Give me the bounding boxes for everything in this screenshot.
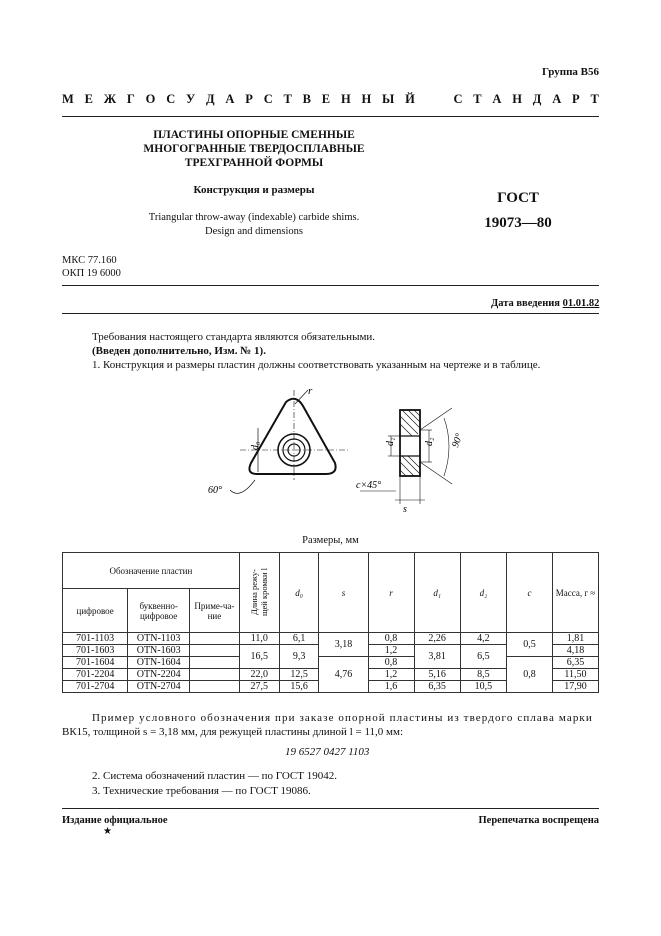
cell-alnum: OTN-1604 xyxy=(128,657,190,669)
banner-letter: Д xyxy=(532,92,542,106)
mks-code: МКС 77.160 xyxy=(62,255,117,266)
banner-letter: Т xyxy=(590,92,599,106)
header-length xyxy=(239,553,279,633)
header-d1: d₁ xyxy=(414,553,460,633)
title-line-1: ПЛАСТИНЫ ОПОРНЫЕ СМЕННЫЕ xyxy=(153,129,355,141)
banner-letter: М xyxy=(62,92,74,106)
reprint-prohibited: Перепечатка воспрещена xyxy=(478,815,599,826)
cell-d0: 15,6 xyxy=(279,681,319,693)
cell-c: 0,8 xyxy=(507,657,553,693)
cell-length: 22,0 xyxy=(239,669,279,681)
header-r: r xyxy=(368,553,414,633)
header-length-line-2: щей кромки l xyxy=(259,568,270,617)
cell-d0: 9,3 xyxy=(279,645,319,669)
banner-letter: А xyxy=(552,92,562,106)
example-text: ВК15, толщиной s = 3,18 мм, для режущей пластины длиной l = 11,0 мм: xyxy=(62,726,404,738)
footer-rule xyxy=(62,808,599,809)
banner-letter: Г xyxy=(126,92,135,106)
cell-r: 1,2 xyxy=(368,645,414,657)
shim-drawing xyxy=(200,380,480,515)
cell-mass: 1,81 xyxy=(553,633,599,645)
gost-label: ГОСТ xyxy=(497,190,539,206)
banner-letter xyxy=(440,92,443,107)
banner-letter: Т xyxy=(473,92,482,106)
banner-letter: Й xyxy=(405,92,415,106)
banner-letter: С xyxy=(453,92,463,106)
cell-note xyxy=(190,645,240,657)
english-title-line-1: Triangular throw-away (indexable) carbide shims. xyxy=(148,212,360,223)
cell-digital: 701-1604 xyxy=(63,657,128,669)
banner-letter: Н xyxy=(512,92,522,106)
label-d1: d₁ xyxy=(385,437,396,446)
cell-digital: 701-1603 xyxy=(63,645,128,657)
label-r: r xyxy=(308,385,313,397)
cell-d0: 6,1 xyxy=(279,633,319,645)
triangle-view xyxy=(230,390,348,493)
label-d0: d₀ xyxy=(250,441,261,450)
cell-c: 0,5 xyxy=(507,633,553,657)
cell-note xyxy=(190,669,240,681)
intro-date-label: Дата введения xyxy=(491,298,560,309)
document-subtitle: Конструкция и размеры xyxy=(193,184,315,196)
classification-codes xyxy=(62,254,121,280)
table-header-row-1 xyxy=(63,553,599,589)
banner-letter: В xyxy=(302,92,311,106)
banner-letter: А xyxy=(225,92,235,106)
cell-d2: 4,2 xyxy=(460,633,506,645)
label-s: s xyxy=(403,504,407,515)
cell-s: 4,76 xyxy=(319,657,368,693)
gost-designation xyxy=(468,186,568,236)
cell-d2: 8,5 xyxy=(460,669,506,681)
banner-letter: С xyxy=(166,92,176,106)
official-edition: Издание официальное xyxy=(62,815,168,826)
header-digital: цифровое xyxy=(63,589,128,633)
cell-d2: 6,5 xyxy=(460,645,506,669)
cell-mass: 4,18 xyxy=(553,645,599,657)
standard-banner xyxy=(62,92,599,107)
banner-letter: А xyxy=(492,92,502,106)
paragraph-clause-2: 2. Система обозначений пластин — по ГОСТ 19042. xyxy=(92,770,337,782)
header-d0: d₀ xyxy=(279,553,319,633)
banner-letter: Т xyxy=(283,92,292,106)
table-row xyxy=(63,633,599,645)
banner-letter: Е xyxy=(84,92,93,106)
cell-d1: 6,35 xyxy=(414,681,460,693)
cell-s: 3,18 xyxy=(319,633,368,657)
cell-d0: 12,5 xyxy=(279,669,319,681)
cell-note xyxy=(190,633,240,645)
cell-r: 0,8 xyxy=(368,633,414,645)
cell-length: 27,5 xyxy=(239,681,279,693)
cell-alnum: OTN-2204 xyxy=(128,669,190,681)
paragraph-mandatory: Требования настоящего стандарта являются обязательными. xyxy=(92,331,376,343)
header-s: s xyxy=(319,553,368,633)
cell-mass: 6,35 xyxy=(553,657,599,669)
paragraph-clause-1: 1. Конструкция и размеры пластин должны соответствовать указанным на чертеже и в таблице. xyxy=(92,359,541,371)
banner-letter: С xyxy=(263,92,273,106)
cell-alnum: OTN-1103 xyxy=(128,633,190,645)
header-c: c xyxy=(507,553,553,633)
introduction-date xyxy=(491,298,599,309)
header-note: Приме-ча-ние xyxy=(190,589,240,633)
banner-letter: Р xyxy=(245,92,253,106)
paragraph-amendment: (Введен дополнительно, Изм. № 1). xyxy=(92,345,266,357)
label-chamfer: c×45° xyxy=(356,480,382,491)
cell-note xyxy=(190,657,240,669)
example-heading: Пример условного обозначения при заказе опорной пластины из твердого сплава марки xyxy=(92,712,593,724)
cell-r: 1,6 xyxy=(368,681,414,693)
cell-d1: 5,16 xyxy=(414,669,460,681)
dimensions-table xyxy=(62,552,599,693)
banner-letter: Ж xyxy=(103,92,117,106)
codes-rule xyxy=(62,285,599,286)
table-caption: Размеры, мм xyxy=(302,535,359,546)
example-designation: 19 6527 0427 1103 xyxy=(285,746,370,758)
cell-alnum: OTN-2704 xyxy=(128,681,190,693)
header-mass: Масса, г ≈ xyxy=(553,553,599,633)
group-label: Группа В56 xyxy=(541,66,599,78)
cell-length: 16,5 xyxy=(239,645,279,669)
english-title-line-2: Design and dimensions xyxy=(205,226,303,237)
gost-number: 19073—80 xyxy=(484,215,552,231)
banner-letter: Д xyxy=(206,92,215,106)
label-angle-90: 90° xyxy=(450,432,466,450)
banner-letter: Е xyxy=(321,92,331,106)
cell-note xyxy=(190,681,240,693)
cell-d1: 3,81 xyxy=(414,645,460,669)
cell-alnum: OTN-1603 xyxy=(128,645,190,657)
cell-d2: 10,5 xyxy=(460,681,506,693)
cell-mass: 17,90 xyxy=(553,681,599,693)
label-angle-60: 60° xyxy=(208,485,222,496)
banner-letter: Н xyxy=(340,92,351,106)
header-d2: d₂ xyxy=(460,553,506,633)
cell-r: 1,2 xyxy=(368,669,414,681)
star-mark: ★ xyxy=(103,826,112,837)
table-row xyxy=(63,657,599,669)
header-designation: Обозначение пластин xyxy=(63,553,240,589)
banner-letter: Ы xyxy=(382,92,395,106)
date-rule xyxy=(62,313,599,314)
header-alnum: буквенно-цифровое xyxy=(128,589,190,633)
cell-length: 11,0 xyxy=(239,633,279,645)
document-title xyxy=(120,128,388,170)
intro-date-value: 01.01.82 xyxy=(562,298,600,309)
english-title xyxy=(120,211,388,239)
title-line-2: МНОГОГРАННЫЕ ТВЕРДОСПЛАВНЫЕ xyxy=(143,143,365,155)
banner-letter xyxy=(426,92,429,107)
banner-letter: Р xyxy=(572,92,580,106)
cell-digital: 701-2204 xyxy=(63,669,128,681)
header-length-line-1: Длина режу- xyxy=(249,569,260,616)
cell-digital: 701-1103 xyxy=(63,633,128,645)
okp-code: ОКП 19 6000 xyxy=(62,268,121,279)
paragraph-clause-3: 3. Технические требования — по ГОСТ 19086. xyxy=(92,785,311,797)
banner-letter: Н xyxy=(361,92,372,106)
banner-letter: У xyxy=(186,92,196,106)
cell-digital: 701-2704 xyxy=(63,681,128,693)
banner-letter: О xyxy=(145,92,156,106)
cell-mass: 11,50 xyxy=(553,669,599,681)
label-d2: d₂ xyxy=(424,437,435,446)
title-line-3: ТРЕХГРАННОЙ ФОРМЫ xyxy=(184,157,324,169)
header-rule xyxy=(62,116,599,117)
cell-r: 0,8 xyxy=(368,657,414,669)
cell-d1: 2,26 xyxy=(414,633,460,645)
